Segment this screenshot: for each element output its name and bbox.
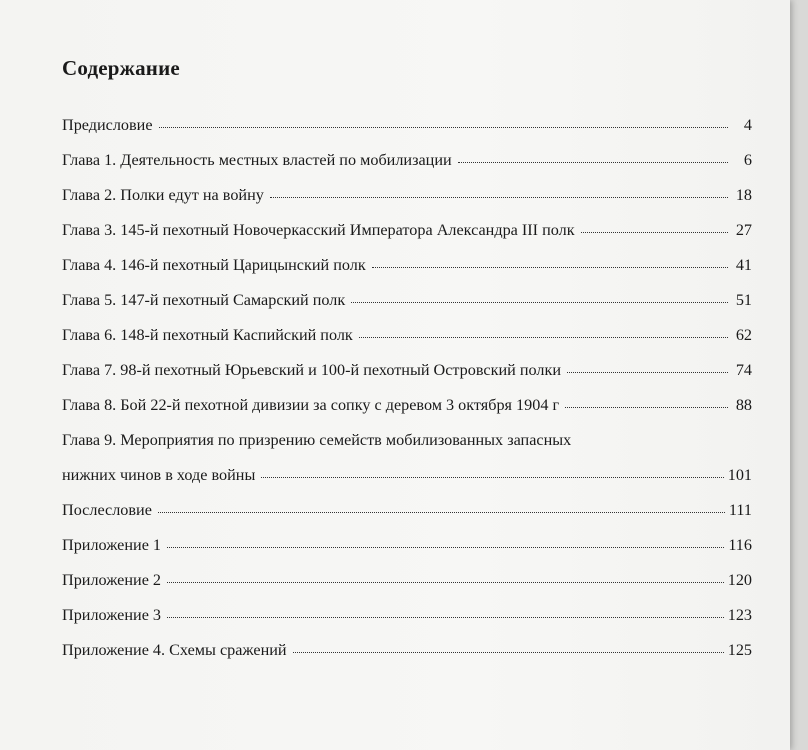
- toc-entry-preface: [62, 108, 752, 143]
- toc-page-number: 51: [735, 291, 752, 309]
- toc-entry-title: Глава 2. Полки едут на войну: [62, 186, 264, 204]
- toc-page-number: 4: [743, 116, 752, 134]
- toc-entry-title: Предисловие: [62, 116, 153, 134]
- toc-entry-title: Глава 3. 145-й пехотный Новочеркасский Императора Александра III полк: [62, 221, 575, 239]
- table-of-contents: [62, 108, 752, 668]
- toc-page-number: 116: [728, 536, 752, 554]
- toc-entry-chapter-6: [62, 318, 752, 353]
- toc-entry-appendix-2: [62, 563, 752, 598]
- toc-entry-title: Приложение 3: [62, 606, 162, 624]
- dot-leader: [167, 547, 724, 548]
- toc-entry-appendix-1: [62, 528, 752, 563]
- toc-entry-title: Глава 4. 146-й пехотный Царицынский полк: [62, 256, 366, 274]
- toc-entry-chapter-2: [62, 178, 752, 213]
- toc-entry-chapter-3: [62, 213, 752, 248]
- toc-entry-title: Глава 5. 147-й пехотный Самарский полк: [62, 291, 346, 309]
- dot-leader: [159, 127, 728, 128]
- dot-leader: [581, 232, 728, 233]
- dot-leader: [158, 512, 725, 513]
- toc-entry-afterword: [62, 493, 752, 528]
- toc-page-number: 41: [735, 256, 752, 274]
- toc-page-number: 120: [727, 571, 752, 589]
- toc-entry-chapter-1: [62, 143, 752, 178]
- toc-page-number: 101: [727, 466, 752, 484]
- toc-entry-title: Приложение 1: [62, 536, 162, 554]
- toc-page-number: 88: [735, 396, 752, 414]
- dot-leader: [270, 197, 728, 198]
- toc-entry-chapter-4: [62, 248, 752, 283]
- toc-entry-chapter-8: [62, 388, 752, 423]
- toc-page-number: 111: [728, 501, 752, 519]
- toc-page-number: 18: [735, 186, 752, 204]
- toc-entry-title: Приложение 2: [62, 571, 162, 589]
- dot-leader: [351, 302, 728, 303]
- toc-entry-chapter-5: [62, 283, 752, 318]
- toc-entry-title: Глава 6. 148-й пехотный Каспийский полк: [62, 326, 353, 344]
- dot-leader: [565, 407, 728, 408]
- dot-leader: [261, 477, 723, 478]
- toc-entry-chapter-9: [62, 423, 752, 493]
- dot-leader: [167, 617, 724, 618]
- toc-page-number: 27: [735, 221, 752, 239]
- toc-page-number: 123: [727, 606, 752, 624]
- toc-entry-title: Послесловие: [62, 501, 152, 519]
- toc-page-number: 6: [743, 151, 752, 169]
- dot-leader: [359, 337, 728, 338]
- toc-page-number: 62: [735, 326, 752, 344]
- toc-page-number: 74: [735, 361, 752, 379]
- toc-entry-appendix-4: [62, 633, 752, 668]
- dot-leader: [372, 267, 728, 268]
- toc-page-number: 125: [727, 641, 752, 659]
- toc-entry-title: Глава 9. Мероприятия по призрению семейств мобилизованных запасных: [62, 431, 572, 449]
- dot-leader: [458, 162, 728, 163]
- page-title: Содержание: [62, 56, 180, 80]
- dot-leader: [293, 652, 724, 653]
- toc-entry-title-continued: нижних чинов в ходе войны: [62, 466, 256, 484]
- dot-leader: [167, 582, 724, 583]
- toc-entry-appendix-3: [62, 598, 752, 633]
- toc-entry-title: Приложение 4. Схемы сражений: [62, 641, 287, 659]
- toc-entry-title: Глава 1. Деятельность местных властей по мобилизации: [62, 151, 452, 169]
- toc-entry-title: Глава 7. 98-й пехотный Юрьевский и 100-й пехотный Островский полки: [62, 361, 561, 379]
- toc-entry-chapter-7: [62, 353, 752, 388]
- dot-leader: [567, 372, 728, 373]
- toc-entry-title: Глава 8. Бой 22-й пехотной дивизии за сопку с деревом 3 октября 1904 г: [62, 396, 560, 414]
